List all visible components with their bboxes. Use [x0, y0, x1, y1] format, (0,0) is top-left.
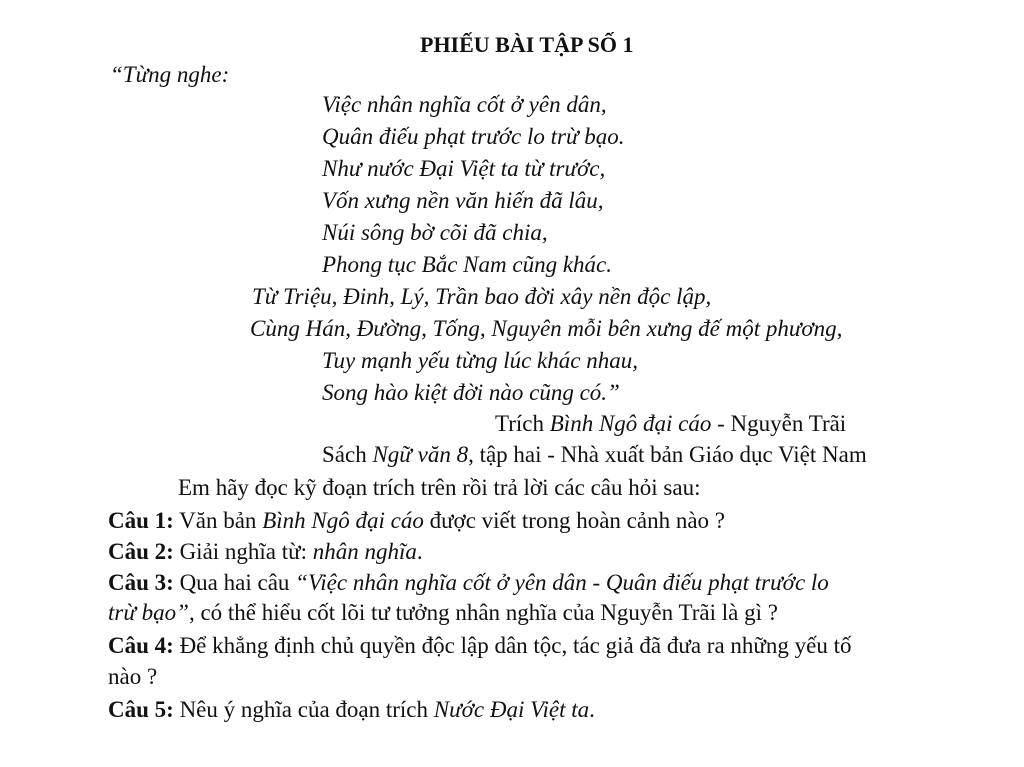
question-text: Giải nghĩa từ:	[173, 539, 313, 564]
source-work-title: Bình Ngô đại cáo	[549, 411, 712, 436]
poem-line: Cùng Hán, Đường, Tống, Nguyên mỗi bên xưng đế một phương,	[250, 316, 843, 341]
poem-line: Tuy mạnh yếu từng lúc khác nhau,	[322, 348, 638, 373]
poem-line: Phong tục Bắc Nam cũng khác.	[322, 252, 612, 277]
question-text: Qua hai câu	[173, 570, 296, 595]
question-text: được viết trong hoàn cảnh nào ?	[423, 508, 725, 533]
poem-line: Như nước Đại Việt ta từ trước,	[322, 156, 606, 181]
question-3	[108, 568, 829, 598]
poem-line: Việc nhân nghĩa cốt ở yên dân,	[322, 92, 607, 117]
question-text-italic: “Việc nhân nghĩa cốt ở yên dân - Quân điếu phạt trước lo	[295, 570, 829, 595]
source-excerpt	[495, 409, 846, 439]
question-1	[108, 506, 725, 536]
question-text: Văn bản	[173, 508, 263, 533]
question-text-italic: nhân nghĩa	[312, 539, 417, 564]
poem-line: Quân điếu phạt trước lo trừ bạo.	[322, 124, 625, 149]
source-author: - Nguyễn Trãi	[711, 411, 847, 436]
question-label: Câu 1:	[108, 508, 174, 533]
question-2	[108, 537, 423, 567]
poem-line: Từ Triệu, Đinh, Lý, Trần bao đời xây nền độc lập,	[252, 284, 712, 309]
question-5	[108, 695, 595, 725]
poem-intro: “Từng nghe:	[110, 62, 230, 87]
question-text-italic: Bình Ngô đại cáo	[262, 508, 424, 533]
question-3-continued	[108, 598, 778, 628]
question-text: Để khẳng định chủ quyền độc lập dân tộc, tác giả đã đưa ra những yếu tố	[173, 633, 852, 658]
source-book-title: Ngữ văn 8	[372, 442, 469, 467]
question-text: .	[589, 697, 595, 722]
question-text-italic: Nước Đại Việt ta	[433, 697, 590, 722]
source-book-suffix: , tập hai - Nhà xuất bản Giáo dục Việt Nam	[468, 442, 867, 467]
question-label: Câu 2:	[108, 539, 174, 564]
question-label: Câu 5:	[108, 697, 174, 722]
question-label: Câu 4:	[108, 633, 174, 658]
question-text-italic: trừ bạo”	[108, 600, 189, 625]
question-text: , có thể hiểu cốt lõi tư tưởng nhân nghĩa của Nguyễn Trãi là gì ?	[188, 600, 778, 625]
question-text: .	[416, 539, 423, 564]
question-4-continued: nào ?	[108, 664, 158, 689]
source-excerpt-prefix: Trích	[495, 411, 550, 436]
poem-line: Núi sông bờ cõi đã chia,	[322, 220, 548, 245]
instruction: Em hãy đọc kỹ đoạn trích trên rồi trả lời các câu hỏi sau:	[178, 475, 701, 500]
source-book	[322, 440, 867, 470]
question-4	[108, 631, 851, 661]
poem-line: Song hào kiệt đời nào cũng có.”	[322, 380, 620, 405]
page-title: PHIẾU BÀI TẬP SỐ 1	[420, 32, 634, 57]
question-text: Nêu ý nghĩa của đoạn trích	[173, 697, 434, 722]
poem-line: Vốn xưng nền văn hiến đã lâu,	[322, 188, 604, 213]
question-label: Câu 3:	[108, 570, 174, 595]
source-book-prefix: Sách	[322, 442, 373, 467]
